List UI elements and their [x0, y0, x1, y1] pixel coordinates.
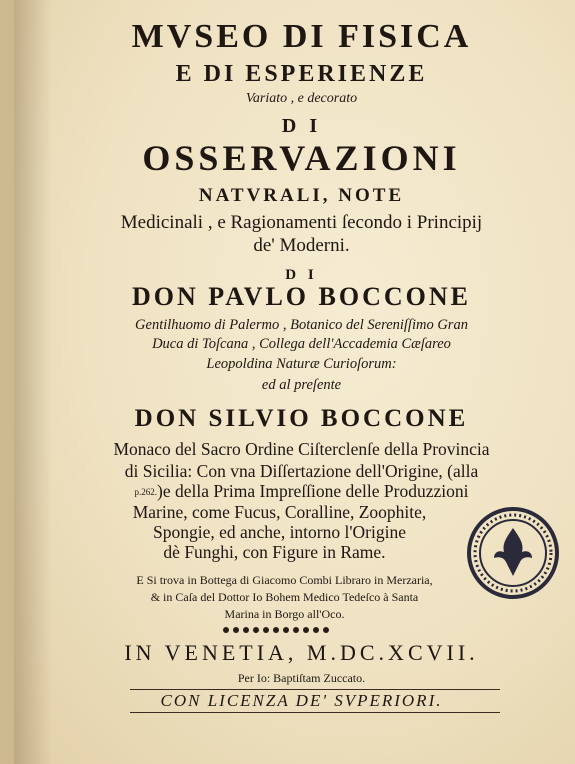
- author-description-1: Gentilhuomo di Palermo , Botanico del Sereniſſimo Gran: [135, 317, 468, 333]
- bookseller-line-3: Marina in Borgo all'Oco.: [224, 607, 345, 621]
- connector-di-2: D I: [285, 267, 318, 283]
- author-description-3: Leopoldina Naturæ Curioſorum:: [206, 356, 397, 372]
- description-monaco-6: dè Funghi, con Figure in Rame.: [163, 542, 386, 562]
- description-monaco-3-text: )e della Prima Impreſſione delle Produzzioni: [157, 481, 469, 501]
- title-naturali: NATVRALI, NOTE: [198, 185, 405, 206]
- description-monaco-5: Spongie, ed anche, intorno l'Origine: [153, 522, 406, 542]
- subtitle-variato: Variato , e decorato: [245, 91, 358, 106]
- licenza-rule-bottom: [130, 712, 500, 713]
- description-monaco-3: [28, 483, 575, 501]
- licenza-rule-top: [130, 689, 500, 690]
- title-esperienze: E DI ESPERIENZE: [175, 61, 428, 87]
- title-museo: MVSEO DI FISICA: [131, 18, 472, 55]
- subtitle-medicinali: Medicinali , e Ragionamenti ſecondo i Principij: [120, 212, 483, 233]
- bookseller-line-1: E Si trova in Bottega di Giacomo Combi Libraro in Merzaria,: [136, 573, 433, 587]
- title-osservazioni: OSSERVAZIONI: [142, 138, 461, 178]
- library-stamp-icon: [466, 506, 560, 600]
- description-monaco-2: di Sicilia: Con vna Diſſertazione dell'Origine, (alla: [124, 461, 479, 481]
- page-reference: p.262.: [134, 487, 157, 497]
- imprint-place-date: IN VENETIA, M.DC.XCVII.: [124, 640, 479, 665]
- author-description-2: Duca di Toſcana , Collega dell'Accademia Cæſareo: [152, 336, 451, 352]
- author-paulo-boccone: DON PAVLO BOCCONE: [132, 282, 471, 311]
- imprint-printer: Per Io: Baptiſtam Zuccato.: [237, 671, 366, 685]
- license-line: CON LICENZA DE' SVPERIORI.: [160, 691, 443, 710]
- author-silvio-boccone: DON SILVIO BOCCONE: [134, 405, 469, 432]
- description-monaco-4: Marine, come Fucus, Coralline, Zoophite,: [132, 502, 427, 522]
- subtitle-moderni: de' Moderni.: [253, 235, 350, 256]
- printer-ornament-icon: [220, 625, 332, 635]
- author-description-4: ed al preſente: [261, 377, 342, 393]
- bookseller-line-2: & in Caſa del Dottor Io Bohem Medico Tedeſco à Santa: [150, 590, 419, 604]
- description-monaco-1: Monaco del Sacro Ordine Ciſterclenſe della Provincia: [113, 439, 490, 459]
- connector-di-1: D I: [281, 115, 322, 137]
